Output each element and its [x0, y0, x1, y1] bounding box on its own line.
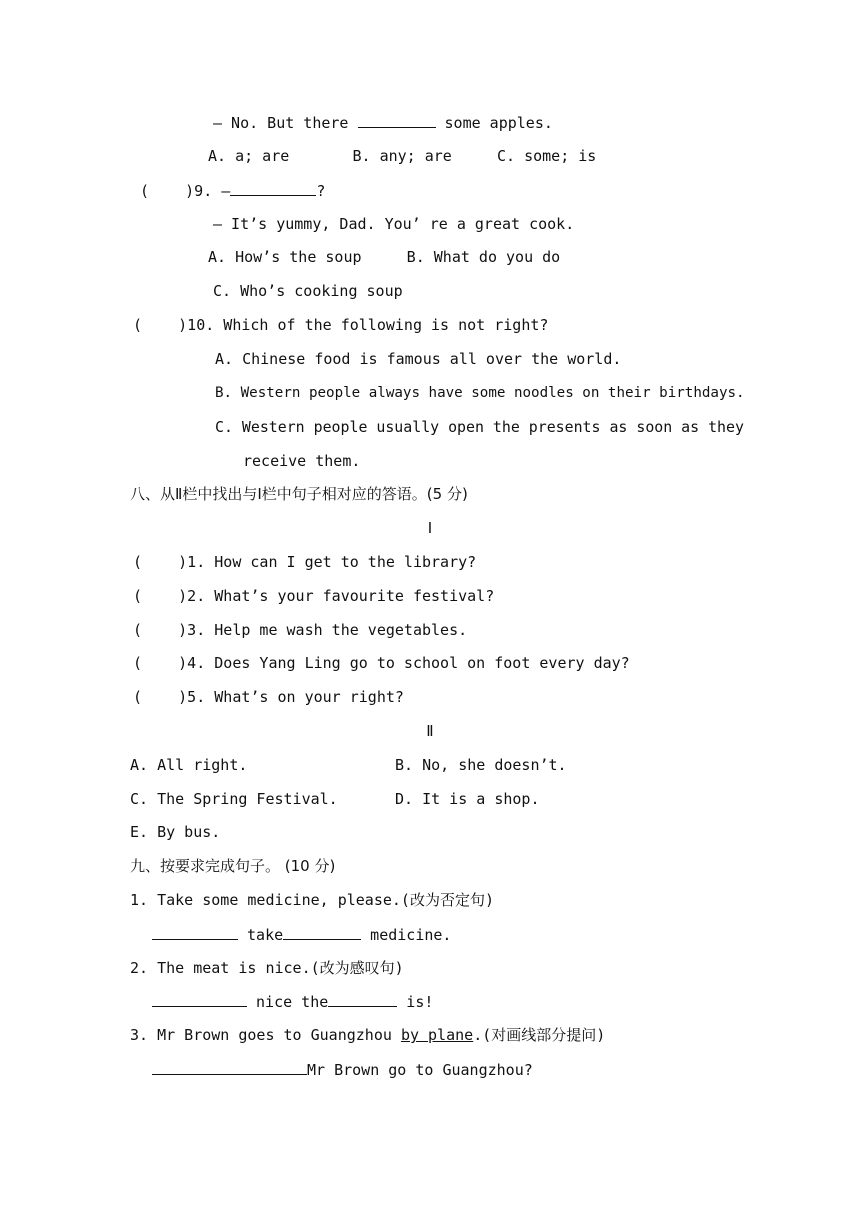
q8-answer-line [213, 113, 553, 132]
s3-answer-text: Mr Brown go to Guangzhou? [307, 1061, 533, 1079]
section8-item-3: ( )3. Help me wash the vegetables. [133, 621, 468, 639]
q8-answer-text-b: some apples. [435, 114, 553, 132]
s1-blank-1[interactable] [152, 925, 238, 940]
section8-item-1: ( )1. How can I get to the library? [133, 553, 477, 571]
q8-answer-text-a: — No. But there [213, 114, 358, 132]
s2-blank-1[interactable] [152, 992, 247, 1007]
s1-end-text: medicine. [361, 926, 452, 944]
q9-blank[interactable] [230, 181, 316, 196]
q10-option-c: C. Western people usually open the presents as soon as they [215, 418, 744, 436]
answer-b: B. No, she doesn’t. [395, 756, 567, 774]
q10-stem: ( )10. Which of the following is not right? [133, 316, 549, 334]
q9-qmark: ? [316, 182, 326, 200]
q8-options: A. a; are B. any; are C. some; is [208, 147, 597, 165]
section9-title: 九、按要求完成句子。 (10 分) [130, 857, 336, 875]
q10-option-a: A. Chinese food is famous all over the world. [215, 350, 622, 368]
section9-sentence-3 [130, 1026, 605, 1044]
q9-stem [140, 181, 325, 200]
q9-paren: ( )9. — [140, 182, 231, 200]
answer-a: A. All right. [130, 756, 248, 774]
section9-answer-3 [152, 1060, 533, 1079]
section9-answer-1 [152, 925, 451, 944]
section8-item-4: ( )4. Does Yang Ling go to school on foot every day? [133, 654, 630, 672]
answer-e: E. By bus. [130, 823, 221, 841]
section9-sentence-1: 1. Take some medicine, please.(改为否定句) [130, 891, 494, 909]
section8-item-2: ( )2. What’s your favourite festival? [133, 587, 495, 605]
s3-underlined-text: by plane [400, 1026, 474, 1044]
section8-title: 八、从Ⅱ栏中找出与Ⅰ栏中句子相对应的答语。(5 分) [130, 485, 468, 503]
q10-option-c-cont: receive them. [243, 452, 361, 470]
q9-options-ab: A. How’s the soup B. What do you do [208, 248, 561, 266]
answer-c: C. The Spring Festival. [130, 790, 338, 808]
s3-post-text: .(对画线部分提问) [473, 1026, 606, 1044]
q8-answer-blank[interactable] [358, 113, 436, 128]
s2-mid-text: nice the [247, 993, 329, 1011]
s1-mid-text: take [238, 926, 284, 944]
s1-blank-2[interactable] [283, 925, 361, 940]
section8-item-5: ( )5. What’s on your right? [133, 688, 404, 706]
section8-col2-label: Ⅱ [426, 722, 434, 740]
section8-col1-label: Ⅰ [427, 519, 433, 537]
s3-blank[interactable] [152, 1060, 307, 1075]
s2-blank-2[interactable] [328, 992, 397, 1007]
section9-answer-2 [152, 992, 433, 1011]
q9-reply: — It’s yummy, Dad. You’ re a great cook. [213, 215, 575, 233]
answer-d: D. It is a shop. [395, 790, 540, 808]
s3-pre-text: 3. Mr Brown goes to Guangzhou [130, 1026, 401, 1044]
s2-end-text: is! [397, 993, 434, 1011]
q10-option-b: B. Western people always have some noodles on their birthdays. [215, 385, 745, 401]
section9-sentence-2: 2. The meat is nice.(改为感叹句) [130, 959, 404, 977]
q9-option-c: C. Who’s cooking soup [213, 282, 403, 300]
